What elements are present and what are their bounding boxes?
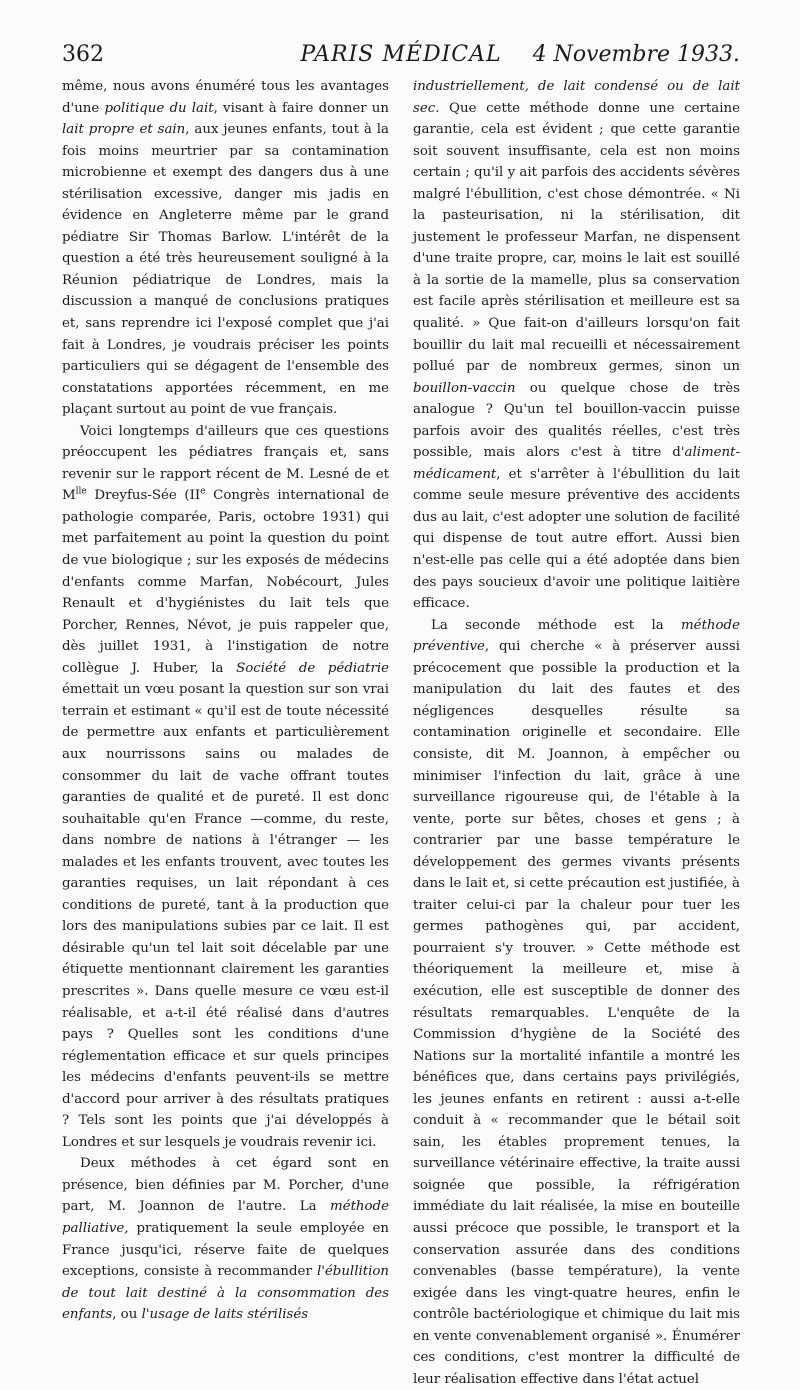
journal-title: PARIS MÉDICAL (300, 42, 502, 67)
italic-text: méthode préventive (413, 617, 740, 655)
superscript: e (200, 486, 206, 497)
italic-text: politique du lait (104, 100, 214, 116)
paragraph: La seconde méthode est la méthode préventive, qui cherche « à préserver aussi précocement que possible la production et la manipulation du lait des fautes et des négligences desquelles résulte sa contamination originelle et secondaire. Elle consiste, dit M. Joannon, à empêcher ou minimiser l'infection du lait, grâce à une surveillance rigoureuse qui, de l'étable à la vente, porte sur bêtes, choses et gens ; à contrarier par une basse température le développement des germes vivants présents dans le lait et, si cette précaution est justifiée, à traiter celui-ci par la chaleur pour tuer les germes pathogènes qui, par accident, pourraient s'y trouver. » Cette méthode est théoriquement la meilleure et, mise à exécution, elle est susceptible de donner des résultats remarquables. L'enquête de la Commission d'hygiène de la Société des Nations sur la mortalité infantile a montré les bénéfices que, dans certains pays privilégiés, les jeunes enfants en retirent : aussi a-t-elle conduit à « recommander que le bétail soit sain, les étables proprement tenues, la surveillance vétérinaire effective, la traite aussi soignée que possible, la réfrigération immédiate du lait réalisée, la mise en bouteille aussi précoce que possible, le transport et la conservation assurée dans des conditions convenables (basse température), la vente exigée dans les vingt-quatre heures, enfin le contrôle bactériologique et chimique du lait mis en vente convenablement organisé ». Énumérer ces conditions, c'est montrer la difficulté de leur réalisation effective dans l'état actuel (413, 617, 740, 1387)
paragraph: même, nous avons énuméré tous les avantages d'une politique du lait, visant à faire donner un lait propre et sain, aux jeunes enfants, tout à la fois moins meurtrier par sa contamination microbienne et exempt des dangers dus à une stérilisation excessive, danger mis jadis en évidence en Angleterre même par le grand pédiatre Sir Thomas Barlow. L'intérêt de la question a été très heureusement souligné à la Réunion pédiatrique de Londres, mais la discussion a manqué de conclusions pratiques et, sans reprendre ici l'exposé complet que j'ai fait à Londres, je voudrais préciser les points particuliers qui se dégagent de l'ensemble des constatations apportées récemment, en me plaçant surtout au point de vue français. (62, 79, 389, 418)
italic-text: l'ébullition de tout lait destiné à la consommation des enfants (62, 1264, 389, 1323)
page-number: 362 (62, 42, 104, 67)
italic-text: industriellement, de lait condensé ou de lait sec (413, 79, 740, 116)
superscript: lle (75, 486, 87, 497)
left-column (62, 76, 389, 1323)
italic-text: bouillon-vaccin (413, 380, 516, 396)
page-header (62, 40, 740, 74)
paragraph: Voici longtemps d'ailleurs que ces questions préoccupent les pédiatres français et, sans revenir sur le rapport récent de M. Lesné de et $M^{lle}$ Dreyfus-Sée (IIe Congrès international de pathologie comparée, Paris, octobre 1931) qui met parfaitement au point la question du point de vue biologique ; sur les exposés de médecins d'enfants comme Marfan, Nobécourt, Jules Renault et d'hygiénistes du lait tels que Porcher, Rennes, Névot, je puis rappeler que, dès juillet 1931, à l'instigation de notre collègue J. Huber, la Société de pédiatrie émettait un vœu posant la question sur son vrai terrain et estimant « qu'il est de toute nécessité de permettre aux enfants et particulièrement aux nourrissons sains ou malades de consommer du lait de vache offrant toutes garanties de qualité et de pureté. Il est donc souhaitable qu'en France —comme, du reste, dans nombre de nations à l'étranger — les malades et les enfants trouvent, avec toutes les garanties requises, un lait répondant à ces conditions de pureté, tant à la production que lors des manipulations subies par ce lait. Il est désirable qu'un tel lait soit décelable par une étiquette mentionnant clairement les garanties prescrites ». Dans quelle mesure ce vœu est-il réalisable, et a-t-il été réalisé dans d'autres pays ? Quelles sont les conditions d'une réglementation efficace et sur quels principes les médecins d'enfants peuvent-ils se mettre d'accord pour arriver à des résultats pratiques ? Tels sont les points que j'ai développés à Londres et sur lesquels je voudrais revenir ici. (62, 423, 389, 1150)
paragraph: industriellement, de lait condensé ou de lait sec. Que cette méthode donne une certaine garantie, cela est évident ; que cette garantie soit souvent insuffisante, cela est non moins certain ; qu'il y ait parfois des accidents sévères malgré l'ébullition, c'est chose démontrée. « Ni la pasteurisation, ni la stérilisation, dit justement le professeur Marfan, ne dispensent d'une traite propre, car, moins le lait est souillé à la sortie de la mamelle, plus sa conservation est facile après stérilisation et meilleure est sa qualité. » Que fait-on d'ailleurs lorsqu'on fait bouillir du lait mal recueilli et nécessairement pollué par de nombreux germes, sinon un bouillon-vaccin ou quelque chose de très analogue ? Qu'un tel bouillon-vaccin puisse parfois avoir des qualités réelles, c'est très possible, mais alors c'est à titre d'aliment-médicament, et s'arrêter à l'ébullition du lait comme seule mesure préventive des accidents dus au lait, c'est adopter une solution de facilité qui dispense de tout autre effort. Aussi bien n'est-elle pas celle qui a été adoptée dans bien des pays soucieux d'avoir une politique laitière efficace. (413, 79, 740, 612)
italic-text: méthode palliative (62, 1199, 389, 1236)
issue-date: 4 Novembre 1933. (532, 42, 740, 67)
italic-text: l'usage de laits stérilisés (141, 1307, 309, 1323)
italic-text: Société de pédiatrie (236, 660, 389, 676)
right-column (413, 76, 740, 1387)
italic-text: aliment-médicament (413, 445, 740, 482)
paragraph: Deux méthodes à cet égard sont en présence, bien définies par M. Porcher, d'une part, M. Joannon de l'autre. La méthode palliative, pratiquement la seule employée en France jusqu'ici, réserve faite de quelques exceptions, consiste à recommander l'ébullition de tout lait destiné à la consommation des enfants, ou l'usage de laits stérilisés (62, 1156, 389, 1323)
italic-text: lait propre et sain (62, 122, 186, 138)
